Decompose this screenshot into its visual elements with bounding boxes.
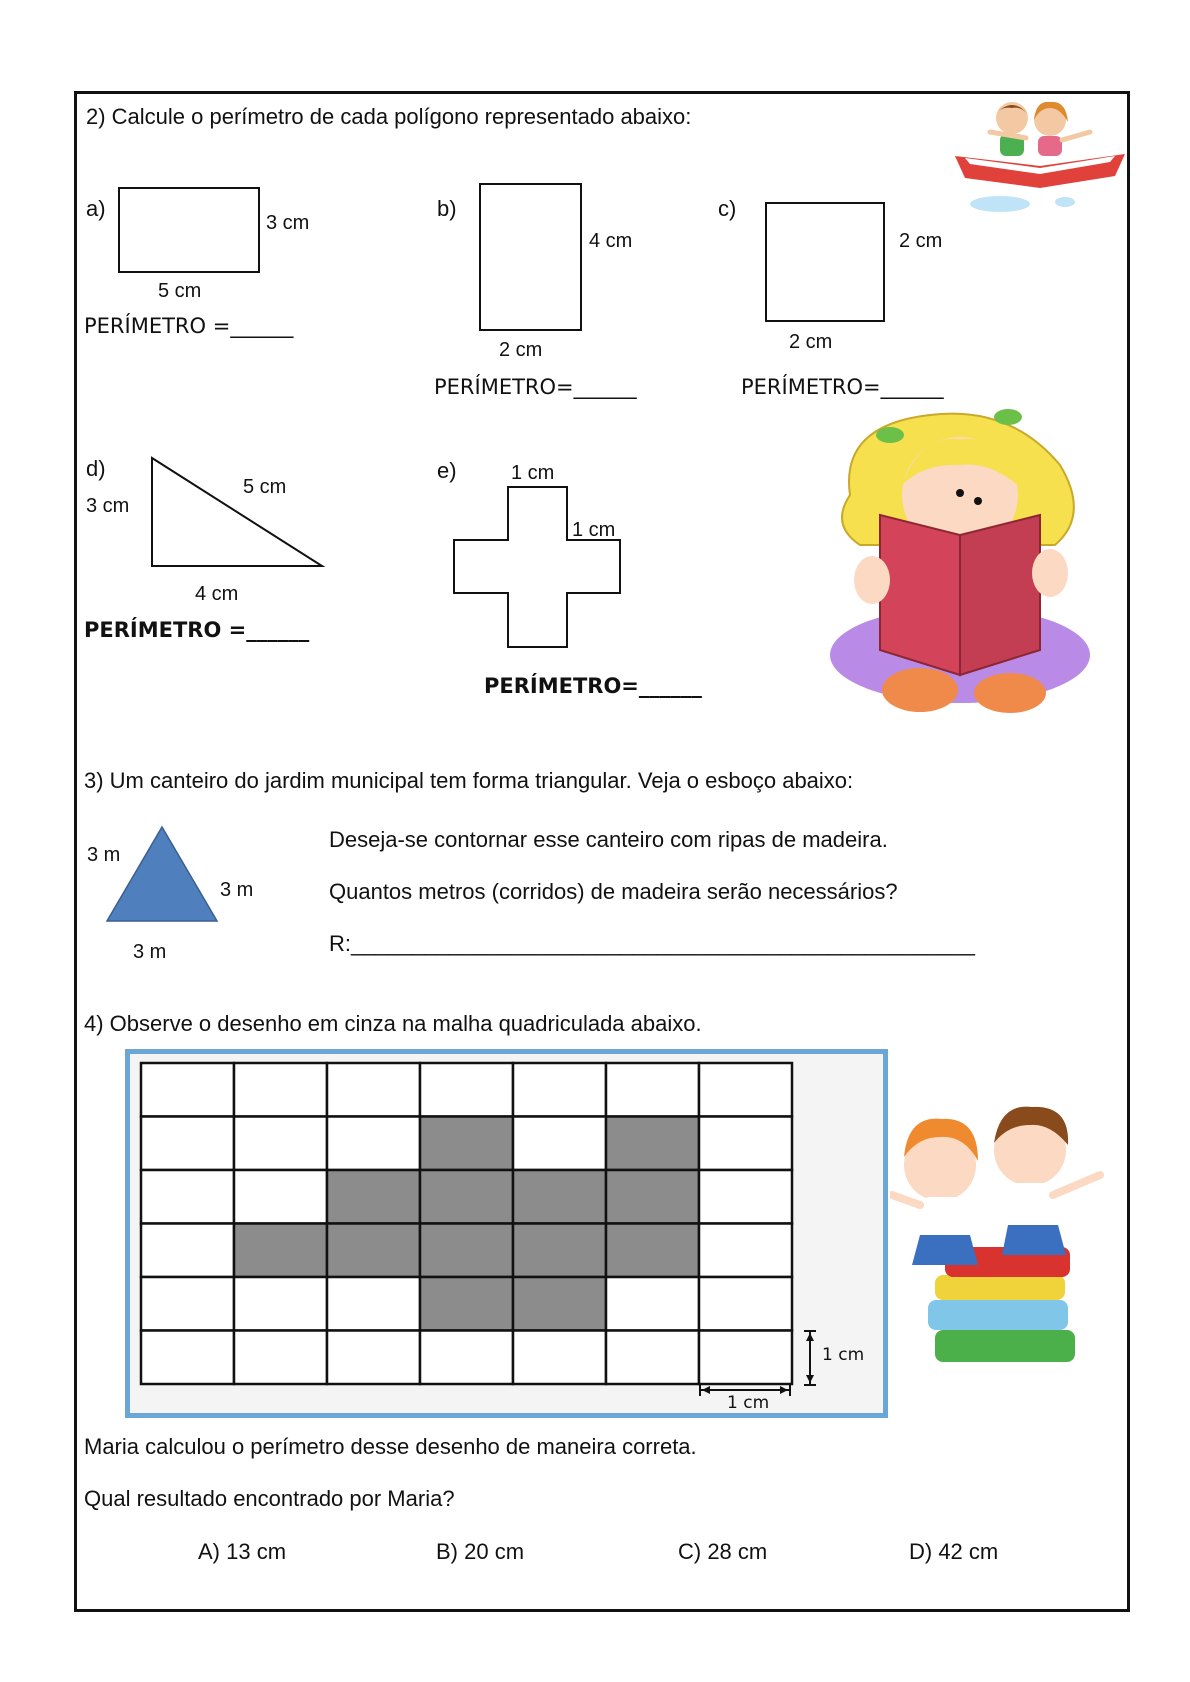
option-c[interactable]: C) 28 cm (678, 1539, 768, 1564)
grid-cell (234, 1331, 327, 1385)
q2e-answer: PERÍMETRO=______ (484, 674, 702, 698)
q2a-label: a) (86, 196, 106, 221)
q2b-label: b) (437, 196, 457, 221)
vertical-unit-label: 1 cm (822, 1345, 865, 1365)
grid-cell-shaded (606, 1117, 699, 1171)
grid-cell (234, 1170, 327, 1224)
option-a[interactable]: A) 13 cm (198, 1539, 287, 1564)
square-grid (141, 1063, 881, 1413)
q2d-label: d) (86, 456, 106, 481)
grid-cell (234, 1063, 327, 1117)
grid-cell (699, 1331, 792, 1385)
q3-answer-line: R:___________________________________________________ (329, 931, 976, 956)
grid-cell (141, 1170, 234, 1224)
q4-title: 4) Observe o desenho em cinza na malha quadriculada abaixo. (84, 1011, 702, 1036)
q2d-answer: PERÍMETRO =______ (84, 618, 310, 642)
grid-cell-shaded (420, 1224, 513, 1278)
q2d-side-hypotenuse: 5 cm (243, 476, 287, 498)
grid-cell-shaded (513, 1224, 606, 1278)
grid-cell (513, 1117, 606, 1171)
rectangle-b (479, 183, 582, 331)
q3-side-left: 3 m (87, 844, 121, 866)
q2c-side-height: 2 cm (899, 230, 943, 252)
grid-cell-shaded (327, 1170, 420, 1224)
q2a-side-width: 5 cm (158, 280, 202, 302)
grid-cell (327, 1117, 420, 1171)
q2d-side-base: 4 cm (195, 583, 239, 605)
grid-cell-shaded (606, 1224, 699, 1278)
q3-side-right: 3 m (220, 879, 254, 901)
q2e-side-top: 1 cm (511, 462, 555, 484)
horizontal-unit-label: 1 cm (727, 1393, 770, 1413)
q2c-side-width: 2 cm (789, 331, 833, 353)
grid-cell (606, 1063, 699, 1117)
grid-cell (513, 1331, 606, 1385)
grid-cell (141, 1277, 234, 1331)
grid-cell-shaded (234, 1224, 327, 1278)
q3-side-base: 3 m (133, 941, 167, 963)
q3-title: 3) Um canteiro do jardim municipal tem forma triangular. Veja o esboço abaixo: (84, 768, 854, 793)
grid-cell (327, 1063, 420, 1117)
q2c-label: c) (718, 196, 737, 221)
grid-cell-shaded (420, 1170, 513, 1224)
grid-cell (141, 1063, 234, 1117)
grid-cell-shaded (420, 1277, 513, 1331)
kids-on-books-illustration (890, 1095, 1115, 1365)
grid-cell (513, 1063, 606, 1117)
grid-cell-shaded (513, 1277, 606, 1331)
grid-cell-shaded (420, 1117, 513, 1171)
grid-cell (606, 1277, 699, 1331)
grid-cell (234, 1277, 327, 1331)
rectangle-a (118, 187, 260, 273)
q3-question: Quantos metros (corridos) de madeira serão necessários? (329, 879, 898, 904)
grid-cell-shaded (513, 1170, 606, 1224)
square-c (765, 202, 885, 322)
option-b[interactable]: B) 20 cm (436, 1539, 525, 1564)
grid-cell (141, 1117, 234, 1171)
cross-shape-e (452, 485, 622, 650)
grid-cell (234, 1117, 327, 1171)
grid-cell (327, 1331, 420, 1385)
q2b-side-height: 4 cm (589, 230, 633, 252)
q2e-side-right: 1 cm (572, 519, 616, 541)
q2a-side-height: 3 cm (266, 212, 310, 234)
grid-cell-shaded (327, 1224, 420, 1278)
grid-cell (420, 1063, 513, 1117)
kids-flying-book-illustration (950, 96, 1130, 221)
q3-statement: Deseja-se contornar esse canteiro com ripas de madeira. (329, 827, 888, 852)
q4-statement: Maria calculou o perímetro desse desenho de maneira correta. (84, 1434, 697, 1459)
q2b-answer: PERÍMETRO=______ (434, 375, 637, 399)
grid-cell (420, 1331, 513, 1385)
grid-cell (699, 1063, 792, 1117)
grid-cell (699, 1224, 792, 1278)
q2a-answer: PERÍMETRO =______ (84, 314, 294, 338)
grid-cell (141, 1224, 234, 1278)
grid-cell (699, 1117, 792, 1171)
q4-question: Qual resultado encontrado por Maria? (84, 1486, 455, 1511)
q2c-answer: PERÍMETRO=______ (741, 375, 944, 399)
option-d[interactable]: D) 42 cm (909, 1539, 999, 1564)
right-triangle-d (150, 456, 325, 568)
grid-panel (125, 1049, 888, 1418)
grid-cell (606, 1331, 699, 1385)
grid-cell (699, 1277, 792, 1331)
q2b-side-width: 2 cm (499, 339, 543, 361)
q2e-label: e) (437, 458, 457, 483)
q2d-side-left: 3 cm (86, 495, 130, 517)
grid-cell (327, 1277, 420, 1331)
grid-cell-shaded (606, 1170, 699, 1224)
girl-reading-illustration (820, 405, 1102, 723)
vertical-unit-marker (800, 1329, 820, 1389)
q2-title: 2) Calcule o perímetro de cada polígono representado abaixo: (86, 104, 692, 129)
triangular-garden-bed (105, 825, 220, 925)
grid-cell (141, 1331, 234, 1385)
grid-cell (699, 1170, 792, 1224)
